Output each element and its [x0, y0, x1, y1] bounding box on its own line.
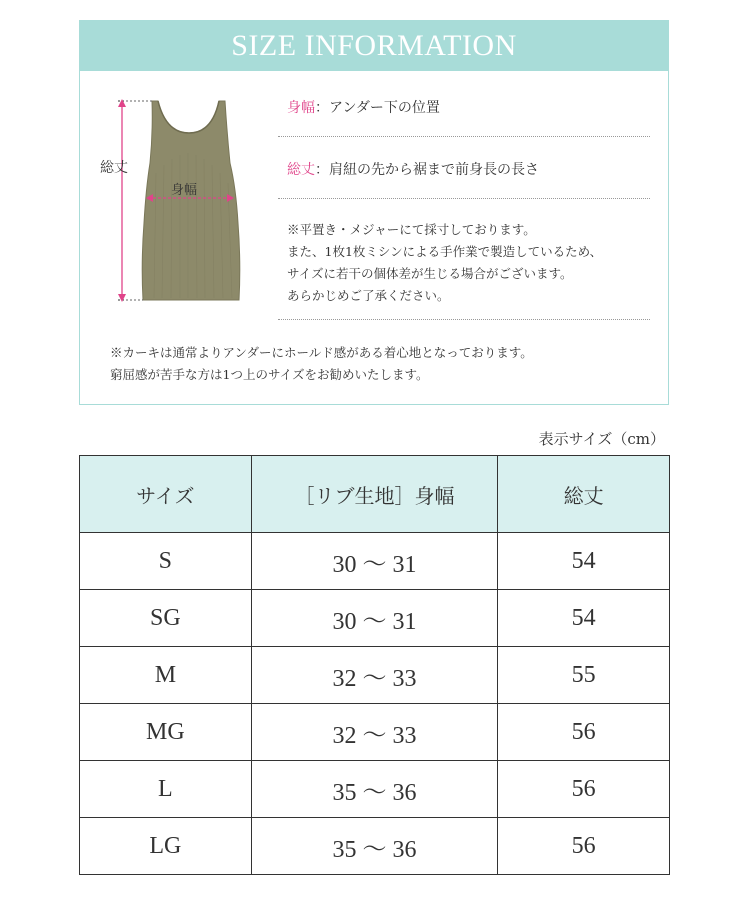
- cell-size: MG: [80, 704, 252, 761]
- table-row: [80, 704, 670, 761]
- unit-label: 表示サイズ（cm）: [538, 430, 665, 448]
- cell-width: 32 ～ 33: [251, 647, 498, 704]
- table-header-row: [80, 456, 670, 533]
- figure-width-label: 身幅: [171, 183, 198, 198]
- definition-width-desc: ：アンダー下の位置: [315, 100, 440, 116]
- cell-size: LG: [80, 818, 252, 875]
- cell-width: 30 ～ 31: [251, 590, 498, 647]
- cell-length: 54: [498, 533, 670, 590]
- divider: [278, 319, 650, 320]
- note-line: サイズに若干の個体差が生じる場合がございます。: [287, 266, 573, 281]
- cell-width: 35 ～ 36: [251, 761, 498, 818]
- footnote-line: 窮屈感が苦手な方は1つ上のサイズをお勧めいたします。: [110, 367, 429, 382]
- note-line: あらかじめご了承ください。: [287, 288, 450, 303]
- note-line: ※平置き・メジャーにて採寸しております。: [287, 222, 536, 237]
- table-row: [80, 818, 670, 875]
- table-row: [80, 647, 670, 704]
- cell-width: 30 ～ 31: [251, 533, 498, 590]
- cell-width: 32 ～ 33: [251, 704, 498, 761]
- size-information-panel: [79, 20, 669, 405]
- definition-width: [287, 97, 440, 117]
- cell-length: 56: [498, 818, 670, 875]
- header-size: サイズ: [80, 456, 252, 533]
- definition-length-term: 総丈: [287, 162, 315, 178]
- color-notes: [110, 342, 533, 386]
- table-row: [80, 761, 670, 818]
- footnote-line: ※カーキは通常よりアンダーにホールド感がある着心地となっております。: [110, 345, 533, 360]
- divider: [278, 136, 650, 137]
- size-information-title: SIZE INFORMATION: [80, 21, 668, 71]
- cell-length: 54: [498, 590, 670, 647]
- table-row: [80, 533, 670, 590]
- cell-length: 55: [498, 647, 670, 704]
- figure-length-label: 総丈: [100, 160, 128, 176]
- cell-length: 56: [498, 704, 670, 761]
- definition-width-term: 身幅: [287, 100, 315, 116]
- tank-top-illustration: [96, 93, 256, 308]
- tank-top-garment: [142, 101, 240, 300]
- header-length: 総丈: [498, 456, 670, 533]
- tank-top-figure: [96, 93, 256, 308]
- table-row: [80, 590, 670, 647]
- definition-length: [287, 159, 539, 179]
- cell-length: 56: [498, 761, 670, 818]
- divider: [278, 198, 650, 199]
- note-line: また、1枚1枚ミシンによる手作業で製造しているため、: [287, 244, 603, 259]
- cell-width: 35 ～ 36: [251, 818, 498, 875]
- cell-size: L: [80, 761, 252, 818]
- measurement-notes: [287, 219, 602, 307]
- cell-size: S: [80, 533, 252, 590]
- cell-size: SG: [80, 590, 252, 647]
- definition-length-desc: ：肩紐の先から裾まで前身長の長さ: [315, 162, 539, 178]
- size-table: [79, 455, 670, 875]
- header-width: ［リブ生地］身幅: [251, 456, 498, 533]
- cell-size: M: [80, 647, 252, 704]
